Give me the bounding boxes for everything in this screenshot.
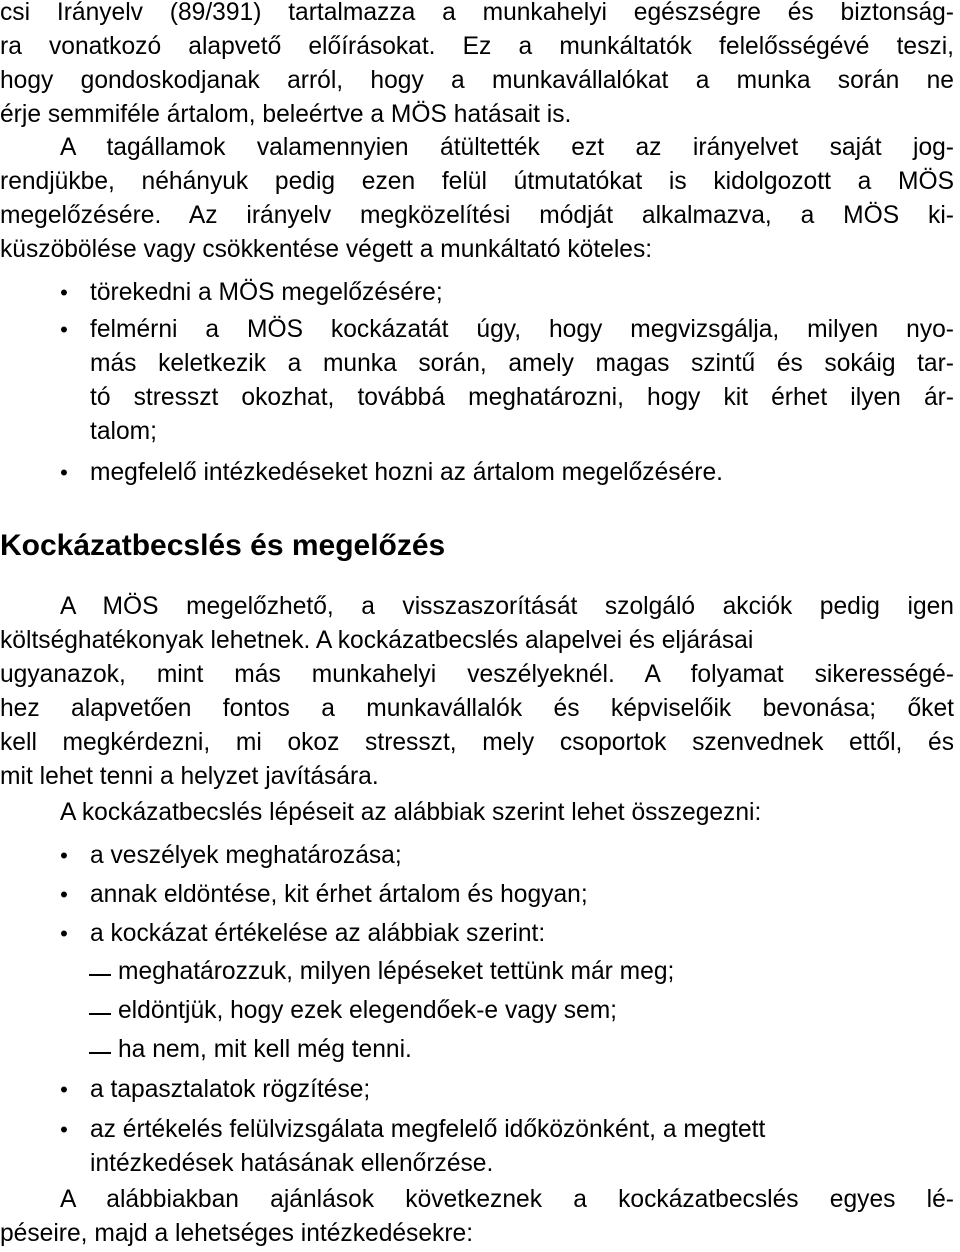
list-item-text: az értékelés felülvizsgálata megfelelő időközönként, a megtett	[90, 1116, 766, 1143]
section-heading: Kockázatbecslés és megelőzés	[0, 529, 446, 562]
text-line: A tagállamok valamennyien átültették ezt az irányelvet saját jog-	[60, 134, 954, 161]
list-item-text: felmérni a MÖS kockázatát úgy, hogy megvizsgálja, milyen nyo-	[90, 316, 954, 343]
bullet-icon: •	[60, 280, 68, 305]
list-item-text: megfelelő intézkedéseket hozni az ártalom megelőzésére.	[90, 459, 723, 486]
subitem-text: meghatározzuk, milyen lépéseket tettünk már meg;	[118, 958, 675, 985]
text-line: csi Irányelv (89/391) tartalmazza a munkahelyi egészségre és biztonság-	[0, 0, 954, 26]
dash-icon	[89, 974, 111, 976]
list-item-text: törekedni a MÖS megelőzésére;	[90, 279, 443, 306]
text-line: A alábbiakban ajánlások következnek a kockázatbecslés egyes lé-	[60, 1186, 954, 1213]
bullet-icon: •	[60, 1117, 68, 1142]
bullet-icon: •	[60, 921, 68, 946]
bullet-icon: •	[60, 317, 68, 342]
text-line: péseire, majd a lehetséges intézkedésekre:	[0, 1220, 474, 1247]
text-line: kell megkérdezni, mi okoz stresszt, mely csoportok szenvednek ettől, és	[0, 729, 954, 756]
text-line: költséghatékonyak lehetnek. A kockázatbecslés alapelvei és eljárásai	[0, 627, 754, 654]
subitem-text: eldöntjük, hogy ezek elegendőek-e vagy sem;	[118, 997, 618, 1024]
subitem-text: ha nem, mit kell még tenni.	[118, 1036, 412, 1063]
bullet-icon: •	[60, 882, 68, 907]
text-line: mit lehet tenni a helyzet javítására.	[0, 763, 379, 790]
text-line: hogy gondoskodjanak arról, hogy a munkavállalókat a munka során ne	[0, 67, 954, 94]
list-item-text: a tapasztalatok rögzítése;	[90, 1076, 371, 1103]
bullet-icon: •	[60, 1077, 68, 1102]
bullet-icon: •	[60, 460, 68, 485]
text-line: ugyanazok, mint más munkahelyi veszélyeknél. A folyamat sikerességé-	[0, 661, 954, 688]
text-line: érje semmiféle ártalom, beleértve a MÖS hatásait is.	[0, 101, 572, 128]
list-item-text: a veszélyek meghatározása;	[90, 842, 402, 869]
list-item-text: a kockázat értékelése az alábbiak szerint:	[90, 920, 546, 947]
list-item-text: más keletkezik a munka során, amely magas szintű és sokáig tar-	[90, 350, 954, 377]
text-line: ra vonatkozó alapvető előírásokat. Ez a munkáltatók felelősségévé teszi,	[0, 33, 954, 60]
dash-icon	[89, 1013, 111, 1015]
text-line: hez alapvetően fontos a munkavállalók és képviselőik bevonása; őket	[0, 695, 954, 722]
bullet-icon: •	[60, 843, 68, 868]
text-line: küszöbölése vagy csökkentése végett a munkáltató köteles:	[0, 236, 653, 263]
list-item-text: tó stresszt okozhat, továbbá meghatározni, hogy kit érhet ilyen ár-	[90, 384, 954, 411]
text-line: A MÖS megelőzhető, a visszaszorítását szolgáló akciók pedig igen	[60, 593, 954, 620]
list-item-text: annak eldöntése, kit érhet ártalom és hogyan;	[90, 881, 588, 908]
text-line: rendjükbe, néhányuk pedig ezen felül útmutatókat is kidolgozott a MÖS	[0, 168, 954, 195]
list-item-text: talom;	[90, 418, 157, 445]
dash-icon	[89, 1052, 111, 1054]
text-line: megelőzésére. Az irányelv megközelítési módját alkalmazva, a MÖS ki-	[0, 202, 954, 229]
list-item-text: intézkedések hatásának ellenőrzése.	[90, 1150, 494, 1177]
paragraph-steps-intro: A kockázatbecslés lépéseit az alábbiak szerint lehet összegezni:	[60, 799, 762, 826]
